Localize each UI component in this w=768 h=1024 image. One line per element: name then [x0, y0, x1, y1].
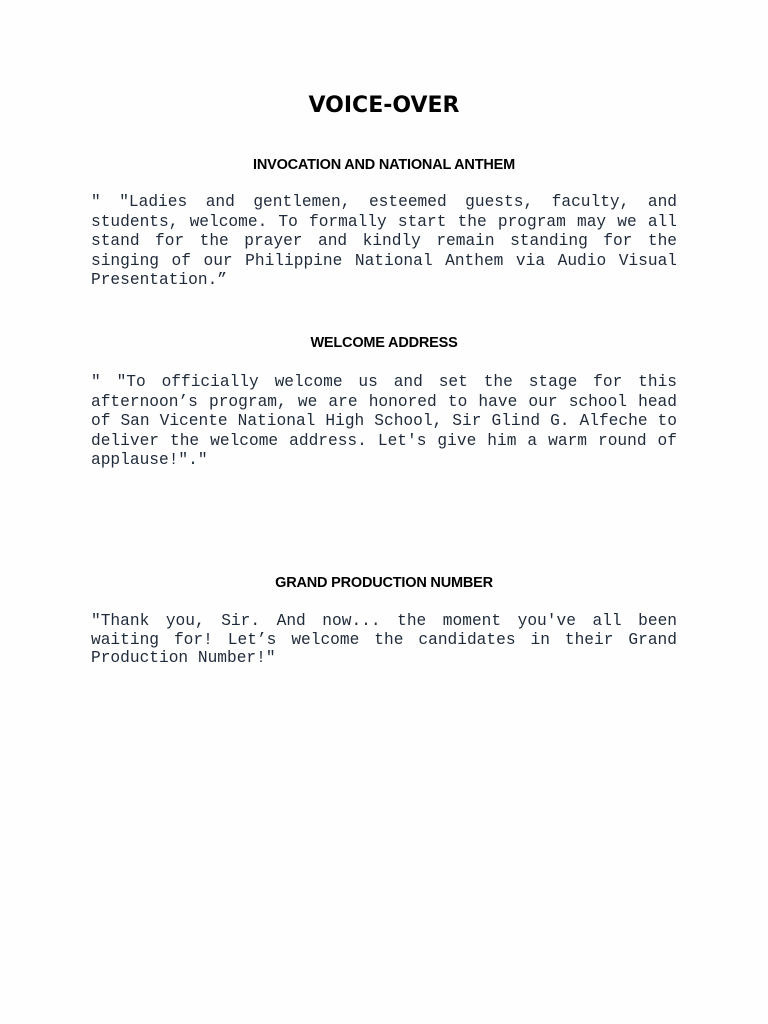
section-heading-welcome-address: WELCOME ADDRESS — [310, 335, 458, 351]
section-body-welcome-address: " "To officially welcome us and set the stage for this afternoon’s program, we are honored to have our school head of San Vicente National High School, Sir Glind G. Alfeche to deliver the welcome address. Let's give him a warm round of applause!"." — [91, 373, 677, 470]
section-heading-invocation: INVOCATION AND NATIONAL ANTHEM — [253, 157, 515, 173]
section-heading-grand-production: GRAND PRODUCTION NUMBER — [275, 575, 493, 591]
section-body-invocation: " "Ladies and gentlemen, esteemed guests, faculty, and students, welcome. To formally start the program may we all stand for the prayer and kindly remain standing for the singing of our Philippine National Anthem via Audio Visual Presentation.” — [91, 193, 677, 290]
section-body-grand-production: "Thank you, Sir. And now... the moment you've all been waiting for! Let’s welcome the candidates in their Grand Production Number!" — [91, 612, 677, 668]
document-title: VOICE-OVER — [308, 93, 460, 118]
